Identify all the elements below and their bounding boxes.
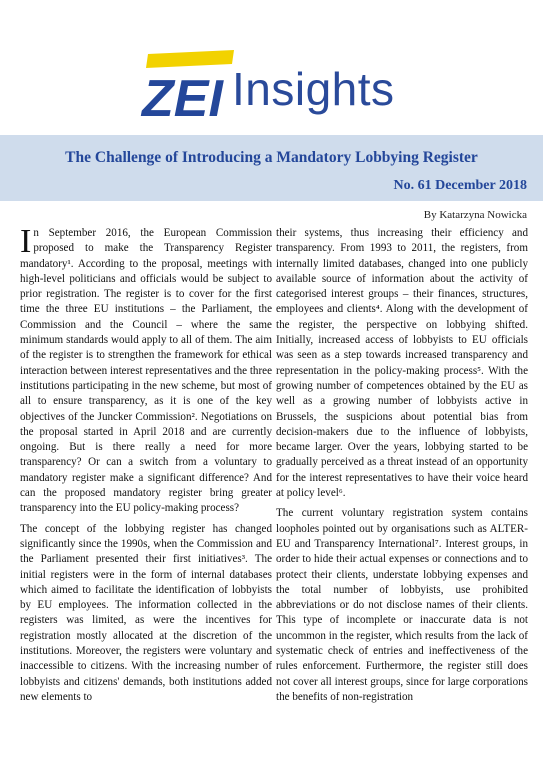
paragraph	[20, 226, 272, 517]
paragraph: their systems, thus increasing their efficiency and transparency. From 1993 to 2011, the registers, from internally limited databases, changed into one publicly available source of information about the activity of categorised interest groups – their finances, structures, employees and clients⁴. Along with the development of the register, the perspective on lobbying shifted. Initially, increased access of lobbyists to EU officials was seen as a step towards increased transparency and representation in the policy-making process⁵. With the growing number of competences obtained by the EU as well as a growing number of lobbyists active in Brussels, the suspicions about potential bias from decision-makers due to the influence of lobbyists, became larger. Over the years, lobbying started to be gradually perceived as a threat instead of an opportunity for the interest representatives to have their voice heard at policy level⁶.	[276, 227, 528, 500]
article-column-right	[276, 226, 528, 754]
author-byline: By Katarzyna Nowicka	[423, 209, 527, 221]
issue-number-date: No. 61 December 2018	[393, 178, 527, 193]
zei-insights-logo	[136, 44, 416, 122]
report-title: The Challenge of Introducing a Mandatory Lobbying Register	[65, 149, 478, 166]
paragraph: The concept of the lobbying register has changed significantly since the 1990s, when the Commission and the Parliament presented their first initiatives³. The initial registers were in the form of internal databases which aimed to facilitate the identification of lobbyists by EU employees. The information collected in the registers was limited, as were the incentives for registration mostly allocated at the discretion of the institutions. Moreover, the registers were voluntary and inaccessible to citizens. With the increasing number of lobbyists and citizens' demands, both institutions added new elements to	[20, 522, 272, 703]
drop-cap: I	[20, 226, 32, 260]
paragraph: The current voluntary registration system contains loopholes pointed out by organisations such as ALTER-EU and Transparency International⁷. Interest groups, in order to hide their actual expenses or connections and to protect their clients, understate lobbying expenses and the total number of lobbyists, use prohibited abbreviations or do not disclose names of their clients. This type of incomplete or inaccurate data is not uncommon in the register, which results from the lack of systematic check of entries and ineffectiveness of the rules enforcement. Furthermore, the register still does not cover all interest groups, since for large corporations the benefits of non-registration	[276, 507, 528, 703]
article-column-left	[20, 226, 272, 754]
logo-zei-text: ZEI	[142, 70, 223, 122]
paragraph-text: n September 2016, the European Commission proposed to make the Transparency Register mandatory¹. According to the proposal, meetings with high-level politicians and officials would be subject to prior registration. The register is to cover for the first time the three EU institutions – the Parliament, the Commission and the Council – where the same minimum standards would apply to all of them. The aim of the register is to strengthen the framework for ethical interaction between interest representatives and the three institutions participating in the new scheme, but most of all to ensure transparency, as it is one of the key objectives of the Juncker Commission². Negotiations on the proposal started in April 2018 and are currently ongoing. But is there really a need for more transparency? Or can a switch from a voluntary to mandatory register make a significant difference? And can the proposed mandatory register bring greater transparency into the EU policy-making process?	[20, 227, 272, 515]
zei-logo-mark	[136, 44, 246, 122]
logo-insights-text: Insights	[232, 63, 395, 115]
